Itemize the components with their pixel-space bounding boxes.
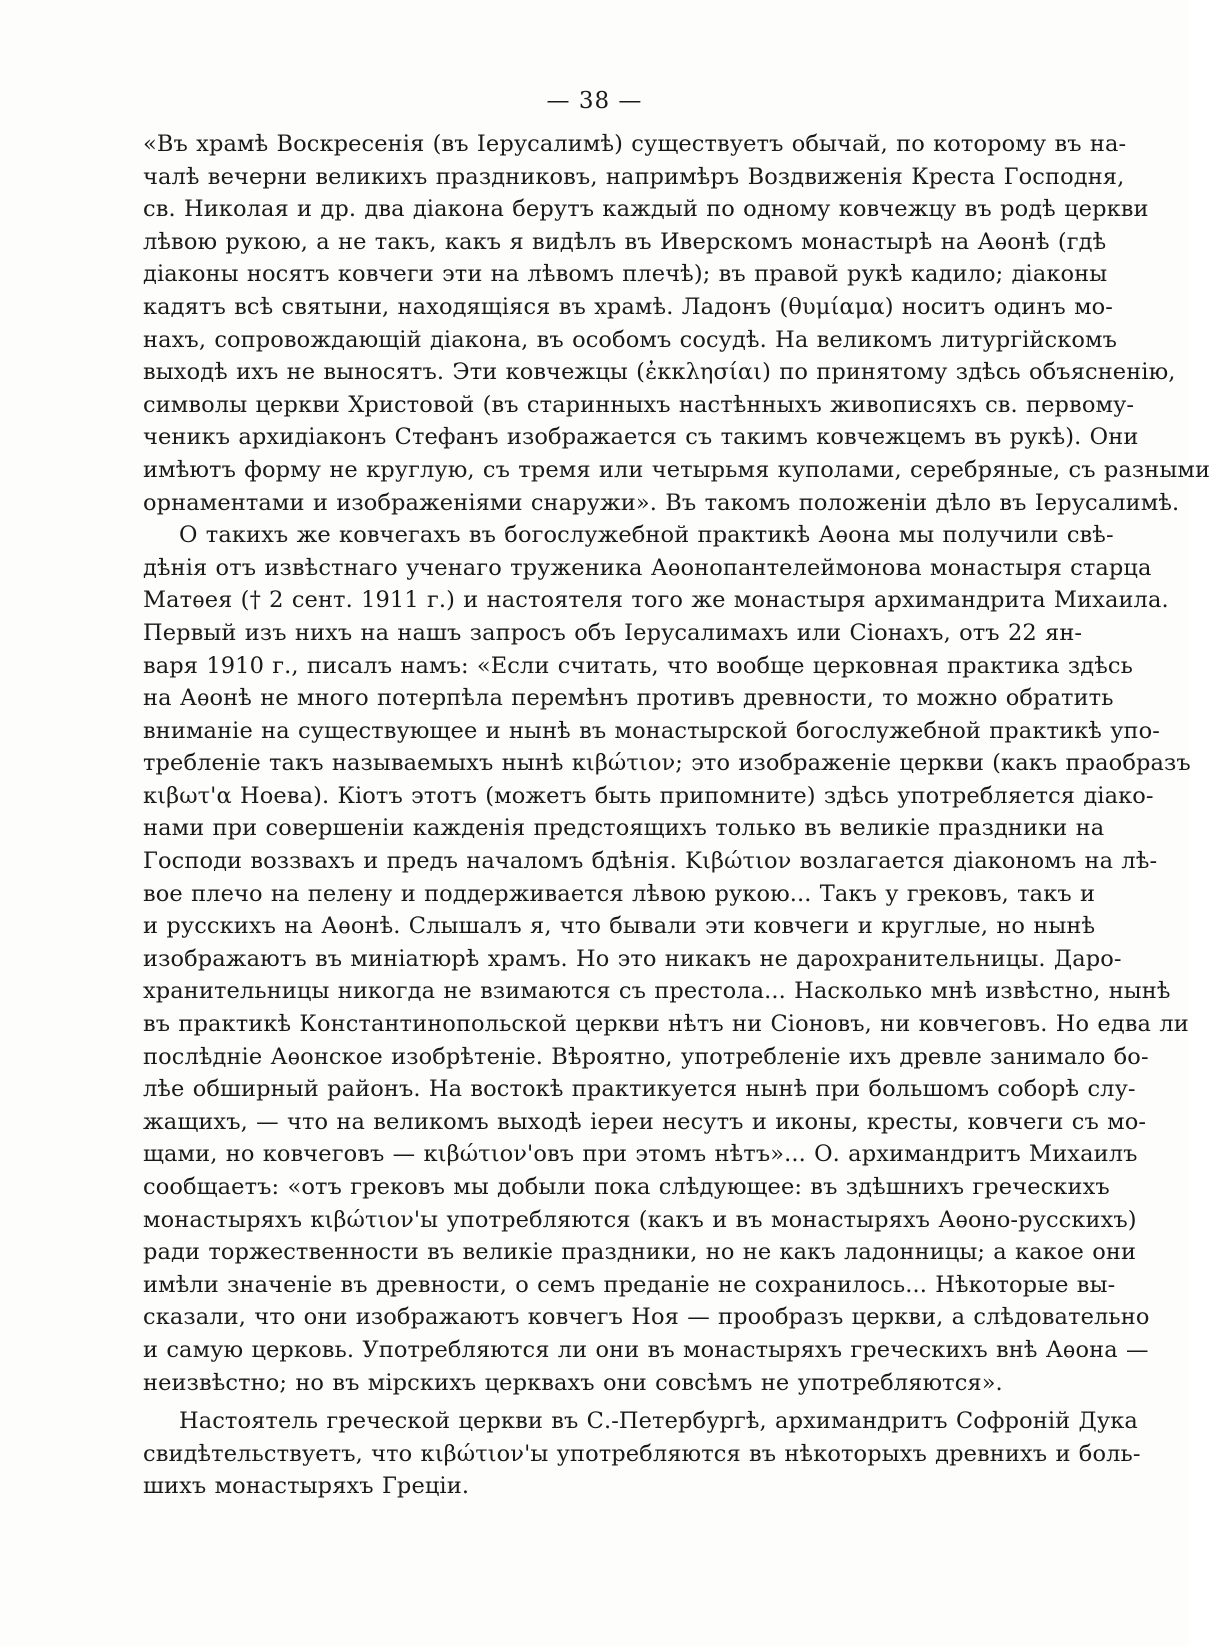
text-line: свидѣтельствуетъ, что κιβώτιον'ы употребляются въ нѣкоторыхъ древнихъ и боль- <box>143 1440 1141 1467</box>
text-line: и русскихъ на Аѳонѣ. Слышалъ я, что бывали эти ковчеги и круглые, но нынѣ <box>143 913 1096 940</box>
text-line: символы церкви Христовой (въ старинныхъ настѣнныхъ живописяхъ св. первому- <box>143 391 1135 418</box>
paragraph-3 <box>143 1405 1141 1503</box>
page-number: — 38 — <box>546 88 643 114</box>
text-line: Первый изъ нихъ на нашъ запросъ объ Іерусалимахъ или Сіонахъ, отъ 22 ян- <box>143 619 1083 646</box>
text-line: и самую церковь. Употребляются ли они въ монастыряхъ греческихъ внѣ Аѳона — <box>143 1336 1149 1363</box>
text-line: нахъ, сопровождающій діакона, въ особомъ сосудѣ. На великомъ литургійскомъ <box>143 326 1118 353</box>
text-line: неизвѣстно; но въ мірскихъ церквахъ они совсѣмъ не употребляются». <box>143 1369 1003 1396</box>
text-line: Настоятель греческой церкви въ С.-Петербургѣ, архимандритъ Софроній Дука <box>179 1408 1138 1435</box>
text-line: κιβωτ'α Ноева). Кіотъ этотъ (можетъ быть припомните) здѣсь употребляется діако- <box>143 782 1154 809</box>
text-line: шихъ монастыряхъ Греціи. <box>143 1473 470 1500</box>
text-line: св. Николая и др. два діакона берутъ каждый по одному ковчежцу въ родѣ церкви <box>143 196 1149 223</box>
text-line: лѣе обширный районъ. На востокѣ практикуется нынѣ при большомъ соборѣ слу- <box>143 1076 1136 1103</box>
body-text <box>143 128 1210 1503</box>
text-line: хранительницы никогда не взимаются съ престола... Насколько мнѣ извѣстно, нынѣ <box>143 978 1171 1005</box>
text-line: на Аѳонѣ не много потерпѣла перемѣнъ противъ древности, то можно обратить <box>143 685 1114 712</box>
text-line: «Въ храмѣ Воскресенія (въ Іерусалимѣ) существуетъ обычай, по которому въ на- <box>143 131 1127 157</box>
text-line: ченикъ архидіаконъ Стефанъ изображается съ такимъ ковчежцемъ въ рукѣ). Они <box>143 424 1139 451</box>
text-line: орнаментами и изображеніями снаружи». Въ такомъ положеніи дѣло въ Іерусалимѣ. <box>143 489 1180 516</box>
paragraph-1 <box>143 128 1210 519</box>
text-line: Матѳея († 2 сент. 1911 г.) и настоятеля того же монастыря архимандрита Михаила. <box>143 587 1169 614</box>
text-line: Господи воззвахъ и предъ началомъ бдѣнія. Κιβώτιον возлагается діакономъ на лѣ- <box>143 848 1158 875</box>
paragraph-2 <box>143 519 1191 1399</box>
text-line: діаконы носятъ ковчеги эти на лѣвомъ плечѣ); въ правой рукѣ кадило; діаконы <box>143 261 1108 288</box>
text-line: лѣвою рукою, а не такъ, какъ я видѣлъ въ Иверскомъ монастырѣ на Аѳонѣ (гдѣ <box>143 228 1107 255</box>
text-line: выходѣ ихъ не выносятъ. Эти ковчежцы (ἐκκλησίαι) по принятому здѣсь объясненію, <box>143 359 1176 386</box>
text-line: сказали, что они изображаютъ ковчегъ Ноя — прообразъ церкви, а слѣдовательно <box>143 1304 1150 1331</box>
text-line: кадятъ всѣ святыни, находящіяся въ храмѣ. Ладонъ (θυμίαμα) носитъ одинъ мо- <box>143 293 1114 320</box>
text-line: варя 1910 г., писалъ намъ: «Если считать, что вообще церковная практика здѣсь <box>143 652 1133 679</box>
text-line: послѣдніе Аѳонское изобрѣтеніе. Вѣроятно, употребленіе ихъ древле занимало бо- <box>143 1043 1149 1070</box>
text-line: ради торжественности въ великіе праздники, но не какъ ладонницы; а какое они <box>143 1239 1137 1266</box>
text-line: вниманіе на существующее и нынѣ въ монастырской богослужебной практикѣ упо- <box>143 717 1160 744</box>
text-line: нами при совершеніи кажденія предстоящихъ только въ великіе праздники на <box>143 815 1105 842</box>
text-line: сообщаетъ: «отъ грековъ мы добыли пока слѣдующее: въ здѣшнихъ греческихъ <box>143 1174 1110 1200</box>
text-line: вое плечо на пелену и поддерживается лѣвою рукою... Такъ у грековъ, такъ и <box>143 880 1096 907</box>
text-line: въ практикѣ Константинопольской церкви нѣтъ ни Сіоновъ, ни ковчеговъ. Но едва ли <box>143 1011 1189 1038</box>
text-line: дѣнія отъ извѣстнаго ученаго труженика Аѳонопантелеймонова монастыря старца <box>143 554 1152 581</box>
text-line: имѣютъ форму не круглую, съ тремя или четырьмя куполами, серебряные, съ разными <box>143 456 1210 483</box>
text-line: чалѣ вечерни великихъ праздниковъ, напримѣръ Воздвиженія Креста Господня, <box>143 163 1125 190</box>
text-line: изображаютъ въ миніатюрѣ храмъ. Но это никакъ не дарохранительницы. Даро- <box>143 945 1122 972</box>
text-line: щами, но ковчеговъ — κιβώτιον'овъ при этомъ нѣтъ»... О. архимандритъ Михаилъ <box>143 1141 1138 1168</box>
text-line: О такихъ же ковчегахъ въ богослужебной практикѣ Аѳона мы получили свѣ- <box>179 522 1114 549</box>
text-line: имѣли значеніе въ древности, о семъ преданіе не сохранилось... Нѣкоторые вы- <box>143 1271 1116 1298</box>
text-line: монастыряхъ κιβώτιον'ы употребляются (какъ и въ монастыряхъ Аѳоно-русскихъ) <box>143 1206 1137 1233</box>
text-line: требленіе такъ называемыхъ нынѣ κιβώτιον; это изображеніе церкви (какъ праобразъ <box>143 750 1191 777</box>
text-line: жащихъ, — что на великомъ выходѣ іереи несутъ и иконы, кресты, ковчеги съ мо- <box>143 1108 1147 1135</box>
